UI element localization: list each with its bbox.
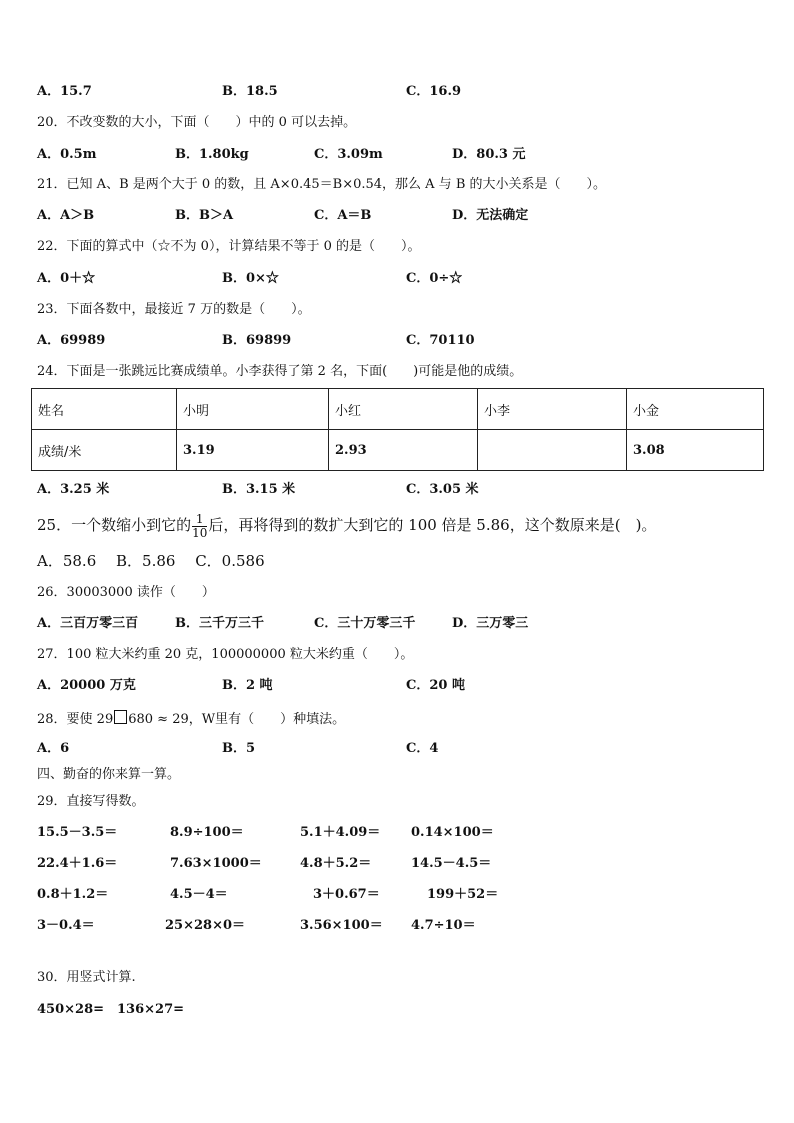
calc-item: 0.8＋1.2＝ xyxy=(37,887,109,902)
section-heading: 四、勤奋的你来算一算。 xyxy=(37,767,181,782)
q28-option-b: B．5 xyxy=(222,741,256,756)
q22-option-b: B．0×☆ xyxy=(222,271,279,286)
q25-stem-after: 后，再将得到的数扩大到它的 100 倍是 5.86，这个数原来是( )。 xyxy=(208,516,657,534)
q21-option-b: B．B＞A xyxy=(175,208,234,223)
calc-item: 22.4＋1.6＝ xyxy=(37,856,118,871)
q21-option-d: D．无法确定 xyxy=(452,208,529,223)
q20-option-c: C．3.09m xyxy=(314,147,383,162)
table-cell: 成绩/米 xyxy=(32,430,177,471)
q27-option-b: B．2 吨 xyxy=(222,678,273,693)
q28-stem-after: 680 ≈ 29，W里有（ ）种填法。 xyxy=(128,712,346,727)
calc-item: 5.1＋4.09＝ xyxy=(300,825,381,840)
q27-stem: 27．100 粒大米约重 20 克，100000000 粒大米约重（ ）。 xyxy=(37,647,414,662)
table-cell: 3.08 xyxy=(627,430,764,471)
table-header-cell: 姓名 xyxy=(32,389,177,430)
score-table xyxy=(31,388,764,471)
q21-option-a: A．A＞B xyxy=(37,208,95,223)
q28-stem-before: 28．要使 29 xyxy=(37,712,114,727)
q19-option-a: A．15.7 xyxy=(37,84,92,99)
q27-option-a: A．20000 万克 xyxy=(37,678,136,693)
calc-item: 15.5－3.5＝ xyxy=(37,825,118,840)
calc-item: 4.5－4＝ xyxy=(170,887,228,902)
calc-item: 7.63×1000＝ xyxy=(170,856,262,871)
table-header-cell: 小红 xyxy=(329,389,478,430)
q24-option-c: C．3.05 米 xyxy=(406,482,479,497)
q28-option-a: A．6 xyxy=(37,741,70,756)
calc-item: 25×28×0＝ xyxy=(165,918,246,933)
calc-item: 450×28= xyxy=(37,1002,105,1017)
calc-item: 8.9÷100＝ xyxy=(170,825,244,840)
q19-option-b: B．18.5 xyxy=(222,84,278,99)
calc-item: 4.7÷10＝ xyxy=(411,918,476,933)
q25-options: A．58.6 B．5.86 C．0.586 xyxy=(37,552,265,570)
q20-stem: 20．不改变数的大小，下面（ ）中的 0 可以去掉。 xyxy=(37,115,357,130)
calc-item: 3＋0.67＝ xyxy=(313,887,380,902)
table-header-cell: 小金 xyxy=(627,389,764,430)
q24-option-a: A．3.25 米 xyxy=(37,482,110,497)
q30-stem: 30．用竖式计算. xyxy=(37,970,136,985)
q22-option-a: A．0＋☆ xyxy=(37,271,96,286)
q26-stem: 26．30003000 读作（ ） xyxy=(37,585,215,600)
table-cell: 3.19 xyxy=(177,430,329,471)
q26-option-d: D．三万零三 xyxy=(452,616,529,631)
calc-item: 199＋52＝ xyxy=(427,887,499,902)
q27-option-c: C．20 吨 xyxy=(406,678,465,693)
q23-option-a: A．69989 xyxy=(37,333,106,348)
q26-option-c: C．三十万零三千 xyxy=(314,616,416,631)
q22-stem: 22．下面的算式中（☆不为 0），计算结果不等于 0 的是（ ）。 xyxy=(37,239,421,254)
table-header-cell: 小明 xyxy=(177,389,329,430)
calc-item: 136×27= xyxy=(117,1002,185,1017)
q20-option-b: B．1.80kg xyxy=(175,147,249,162)
calc-item: 0.14×100＝ xyxy=(411,825,494,840)
q29-stem: 29．直接写得数。 xyxy=(37,794,145,809)
q24-option-b: B．3.15 米 xyxy=(222,482,296,497)
q26-option-b: B．三千万三千 xyxy=(175,616,264,631)
q20-option-d: D．80.3 元 xyxy=(452,147,526,162)
q22-option-c: C．0÷☆ xyxy=(406,271,463,286)
blank-box-icon xyxy=(114,710,127,724)
calc-item: 3－0.4＝ xyxy=(37,918,95,933)
fraction-numerator: 1 xyxy=(192,513,207,527)
q20-option-a: A．0.5m xyxy=(37,147,97,162)
table-row xyxy=(32,430,764,471)
calc-item: 4.8＋5.2＝ xyxy=(300,856,372,871)
fraction-denominator: 10 xyxy=(192,525,208,540)
q25-stem xyxy=(37,512,656,540)
table-cell: 2.93 xyxy=(329,430,478,471)
q23-option-c: C．70110 xyxy=(406,333,475,348)
q21-option-c: C．A＝B xyxy=(314,208,372,223)
table-header-row xyxy=(32,389,764,430)
calc-item: 3.56×100＝ xyxy=(300,918,383,933)
q19-option-c: C．16.9 xyxy=(406,84,462,99)
q23-stem: 23．下面各数中，最接近 7 万的数是（ ）。 xyxy=(37,302,311,317)
table-cell-blank xyxy=(478,430,627,471)
q26-option-a: A．三百万零三百 xyxy=(37,616,139,631)
q24-stem: 24．下面是一张跳远比赛成绩单。小李获得了第 2 名，下面( )可能是他的成绩。 xyxy=(37,364,523,379)
q21-stem: 21．已知 A、B 是两个大于 0 的数，且 A×0.45＝B×0.54，那么 A 与 B 的大小关系是（ ）。 xyxy=(37,177,607,192)
q28-stem xyxy=(37,710,345,728)
fraction-one-tenth xyxy=(192,513,207,540)
q28-option-c: C．4 xyxy=(406,741,439,756)
q25-stem-before: 25．一个数缩小到它的 xyxy=(37,516,192,534)
q23-option-b: B．69899 xyxy=(222,333,292,348)
table-header-cell: 小李 xyxy=(478,389,627,430)
calc-item: 14.5－4.5＝ xyxy=(411,856,492,871)
